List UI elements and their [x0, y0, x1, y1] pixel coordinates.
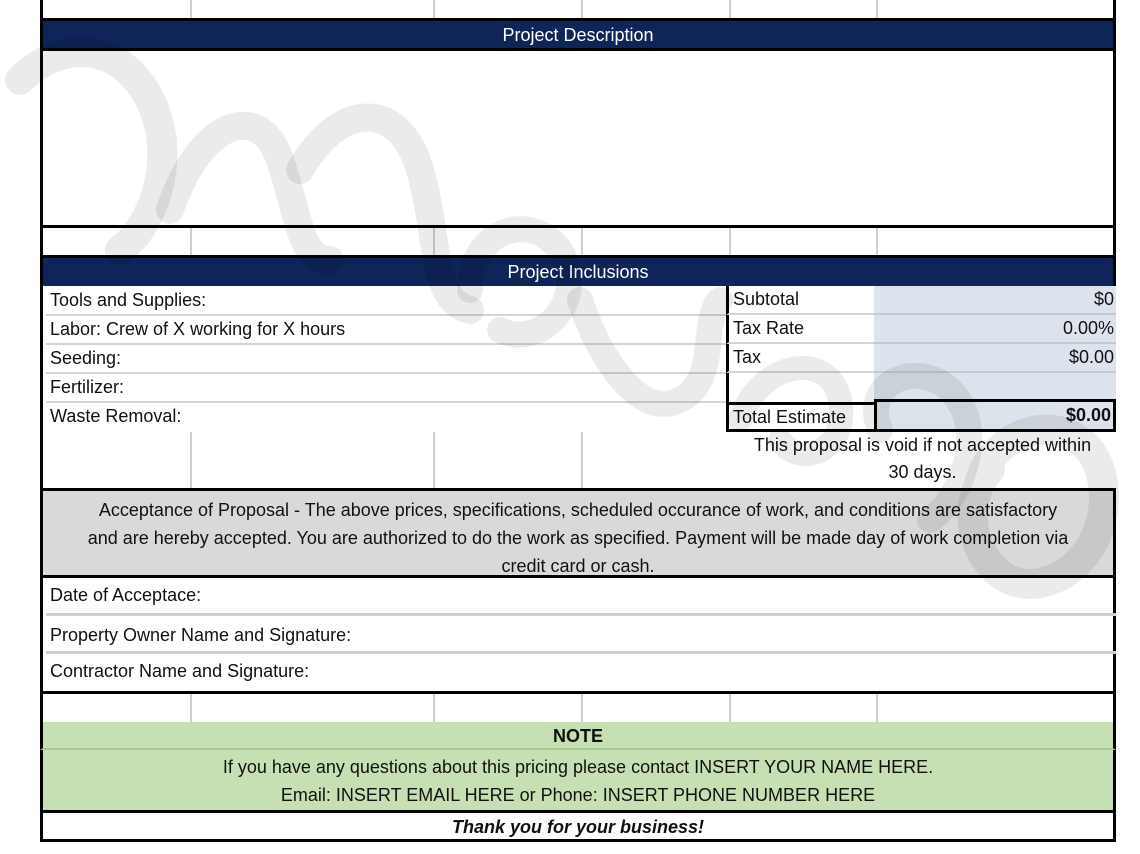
- spacer-grid-row: [40, 228, 1116, 255]
- note-title: NOTE: [40, 722, 1116, 750]
- tax-rate-label: Tax Rate: [726, 315, 874, 344]
- pre-note-grid-row: [40, 694, 1116, 722]
- project-inclusions-header: [40, 255, 1116, 286]
- total-estimate-label: Total Estimate: [726, 402, 874, 432]
- subtotal-value: $0: [874, 286, 1116, 315]
- proposal-sheet: [40, 0, 1116, 842]
- inclusion-item[interactable]: Fertilizer:: [46, 373, 729, 403]
- project-description-title: Project Description: [502, 25, 654, 45]
- inclusion-item[interactable]: Waste Removal:: [50, 406, 182, 426]
- note-email-phone-line: Email: INSERT EMAIL HERE or Phone: INSERT PHONE NUMBER HERE: [280, 785, 876, 805]
- summary-blank-value: [874, 373, 1116, 402]
- tax-label: Tax: [726, 344, 874, 373]
- note-body: [40, 750, 1116, 810]
- tax-value: $0.00: [874, 344, 1116, 373]
- inclusion-item[interactable]: Seeding:: [46, 344, 729, 374]
- acceptance-line3: credit card or cash.: [501, 556, 655, 576]
- thank-you-message: Thank you for your business!: [40, 810, 1116, 842]
- inclusion-item[interactable]: Tools and Supplies:: [46, 286, 729, 316]
- date-of-acceptance-field[interactable]: Date of Acceptace:: [46, 578, 1116, 616]
- inclusion-item[interactable]: Labor: Crew of X working for X hours: [46, 315, 729, 345]
- project-inclusions-title: Project Inclusions: [507, 262, 649, 282]
- subtotal-label: Subtotal: [726, 286, 874, 315]
- top-grid-row: [40, 0, 1116, 18]
- acceptance-line1: Acceptance of Proposal - The above prices, specifications, scheduled occurance of work, and conditions are satisfactory: [98, 500, 1058, 520]
- project-description-header: [40, 18, 1116, 49]
- inclusions-block: [40, 286, 1116, 432]
- contractor-signature-field[interactable]: Contractor Name and Signature:: [50, 661, 310, 681]
- summary-blank-label: [726, 373, 874, 402]
- void-notice: [729, 432, 1116, 488]
- void-notice-line2: 30 days.: [888, 462, 957, 482]
- tax-rate-value[interactable]: 0.00%: [874, 315, 1116, 344]
- void-notice-line1: This proposal is void if not accepted within: [753, 435, 1092, 455]
- void-notice-row: [40, 432, 1116, 488]
- property-owner-signature-field[interactable]: Property Owner Name and Signature:: [46, 616, 1116, 654]
- acceptance-of-proposal: [40, 488, 1116, 578]
- note-contact-line: If you have any questions about this pricing please contact INSERT YOUR NAME HERE.: [222, 757, 934, 777]
- signature-block: [40, 578, 1116, 694]
- acceptance-line2: and are hereby accepted. You are authorized to do the work as specified. Payment will be made day of work completion via: [87, 528, 1069, 548]
- total-estimate-value: $0.00: [874, 399, 1116, 432]
- project-description-area[interactable]: [40, 48, 1116, 228]
